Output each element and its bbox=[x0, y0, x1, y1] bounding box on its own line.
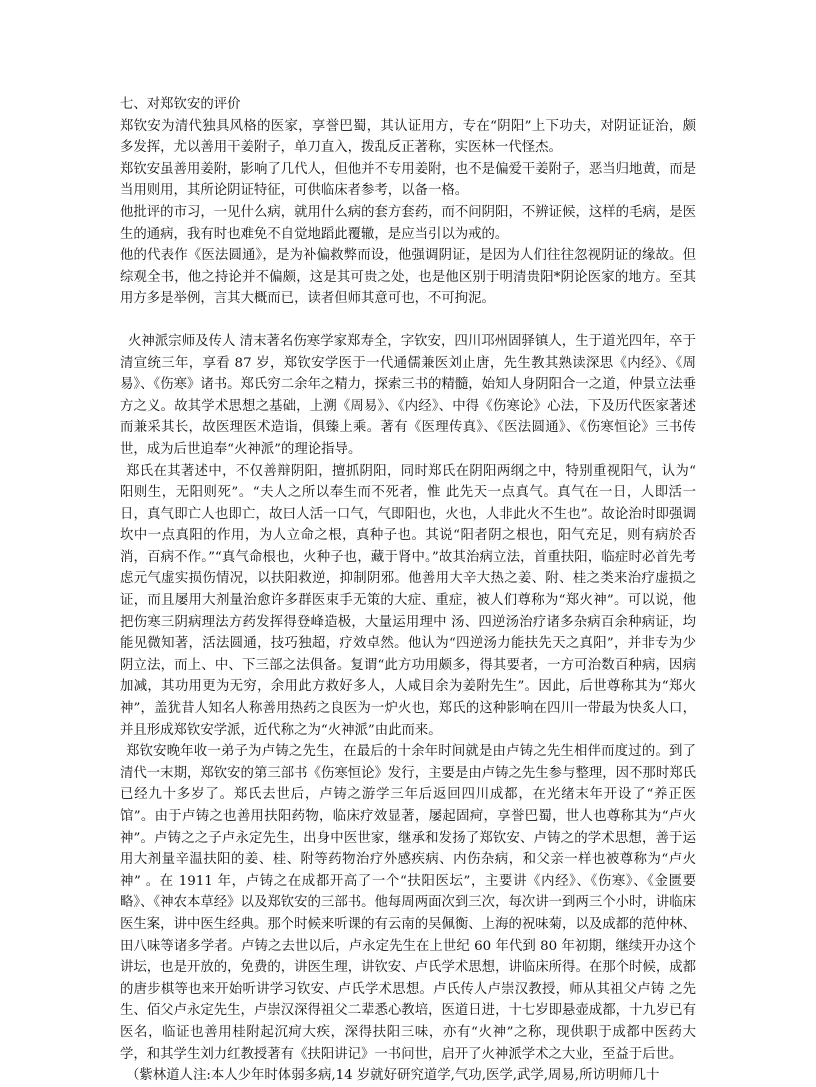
section-gap bbox=[120, 310, 696, 331]
evaluation-paragraph-1: 郑钦安为清代独具风格的医家，享誉巴蜀，其认证用方，专在“阴阳”上下功夫，对阴证证治，颇多发挥，尤以善用干姜附子，单刀直入，拨乱反正著称，实医林一代怪杰。 bbox=[120, 118, 696, 156]
section-heading: 七、对郑钦安的评价 bbox=[120, 97, 241, 112]
evaluation-paragraph-4: 他的代表作《医法圆通》，是为补偏救弊而设，他强调阴证，是因为人们往往忽视阴证的缘故。但综观全书，他之持论并不偏颇，这是其可贵之处，也是他区别于明清贵阳*阴论医家的地方。至其用方多是举例，言其大概而已，读者但师其意可也，不可拘泥。 bbox=[120, 248, 696, 307]
evaluation-paragraph-2: 郑钦安虽善用姜附，影响了几代人，但他并不专用姜附，也不是偏爱干姜附子，恶当归地黄，而是当用则用，其所论阴证特征，可供临床者参考，以备一格。 bbox=[120, 161, 696, 199]
biography-paragraph-4: （紫林道人注:本人少年时体弱多病,14 岁就好研究道学,气功,医学,武学,周易,所访明师几十 bbox=[126, 1068, 660, 1084]
evaluation-paragraph-3: 他批评的市习，一见什么病，就用什么病的套方套药，而不问阴阳，不辨证候，这样的毛病，是医生的通病，我有时也难免不自觉地蹈此覆辙，是应当引以为戒的。 bbox=[120, 204, 696, 242]
biography-paragraph-2: 郑氏在其著述中，不仅善辩阴阳，擅抓阴阳，同时郑氏在阴阳两纲之中，特别重视阳气，认为“ 阳则生，无阳则死”。“夫人之所以奉生而不死者，惟 此先天一点真气。真气在一日，人即活一日，真气即亡人也即亡，故曰人活一口气，气即阳也，火也，人非此火不生也”。故论治时即强调坎中一点真阳的作用，为人立命之根，真种子也。其说“阳者阴之根也，阳气充足，则有病於否消，百病不作。”“真气命根也，火种子也，藏于肾中。”故其治病立法，首重扶阳，临症时必首先考虑元气虚实损伤情况，以扶阳救逆，抑制阴邪。他善用大辛大热之姜、附、桂之类来治疗虚损之证，而且屡用大剂量治愈许多群医束手无策的大症、重症，被人们尊称为“郑火神”。可以说，他把伤寒三阴病理法方药发挥得登峰造极，大量运用理中 汤、四逆汤治疗诸多杂病百余种病证，均能见微知著，活法圆通，技巧独超，疗效卓然。他认为“四逆汤力能扶先天之真阳”，并非专为少阴立法，而上、中、下三部之法俱备。复谓“此方功用颇多，得其要者，一方可治数百种病，因病加减，其功用更为无穷，余用此方救好多人，人咸目余为姜附先生”。因此，后世尊称其为“郑火神”，盖犹昔人知名人称善用热药之良医为一炉火也，郑氏的这种影响在四川一带最为快炙人口，并且形成郑钦安学派，近代称之为“火神派”由此而来。 bbox=[120, 463, 696, 738]
biography-paragraph-1: 火神派宗师及传人 清末著名伤寒学家郑寿全，字钦安，四川邛州固驿镇人，生于道光四年，卒于清宣统三年，享看 87 岁，郑钦安学医于一代通儒兼医刘止唐，先生教其熟读深思《内经》、《周易》、《伤寒》诸书。郑氏穷二余年之精力，探索三书的精髓，始知人身阴阳合一之道，仲景立法垂方之义。故其学术思想之基础，上溯《周易》、《内经》、中得《伤寒论》心法，下及历代医家著述而兼采其长，故医理医术造诣，俱臻上乘。著有《医理传真》、《医法圆通》、《伤寒恒论》三书传世，成为后世追奉“火神派”的理论指导。 bbox=[120, 333, 696, 457]
biography-paragraph-3: 郑钦安晚年收一弟子为卢铸之先生，在最后的十余年时间就是由卢铸之先生相伴而度过的。到了清代一末期，郑钦安的第三部书《伤寒恒论》发行，主要是由卢铸之先生参与整理，因不那时郑氏已经九十多岁了。郑氏去世后，卢铸之游学三年后返回四川成都，在光绪末年开设了“养正医馆”。由于卢铸之也善用扶阳药物，临床疗效显著，屡起固疴，享誉巴蜀，世人也尊称其为“卢火神”。卢铸之之子卢永定先生，出身中医世家，继承和发扬了郑钦安、卢铸之的学术思想，善于运用大剂量辛温扶阳的姜、桂、附等药物治疗外感疾病、内伤杂病，和父亲一样也被尊称为“卢火神” 。在 1911 年，卢铸之在成都开高了一个“扶阳医坛”，主要讲《内经》、《伤寒》、《金匮要略》、《神农本草经》以及郑钦安的三部书。他每周两面次到三次，每次讲一到两三个小时，讲临床医生案，讲中医生经典。那个时候来听课的有云南的吴佩衡、上海的祝味菊，以及成都的范仲林、田八味等诸多学者。卢铸之去世以后，卢永定先生在上世纪 60 年代到 80 年初期，继续开办这个讲坛，也是开放的，免费的，讲医生理，讲钦安、卢氏学术思想，讲临床所得。在那个时候，成都的唐步棋等也来开始听讲学习钦安、卢氏学术思想。卢氏传人卢崇汉教授，师从其祖父卢铸 之先生、佰父卢永定先生，卢崇汉深得祖父二辈悉心教培，医道日进，十七岁即悬壶成都，十九岁已有医名，临证也善用桂附起沉疴大疾，深得扶阳三味，亦有“火神”之称，现供职于成都中医药大学，和其学生刘力红教授著有《扶阳讲记》一书问世，启开了火神派学术之大业，至益于后世。 bbox=[120, 744, 696, 1062]
document-page bbox=[120, 94, 696, 1087]
